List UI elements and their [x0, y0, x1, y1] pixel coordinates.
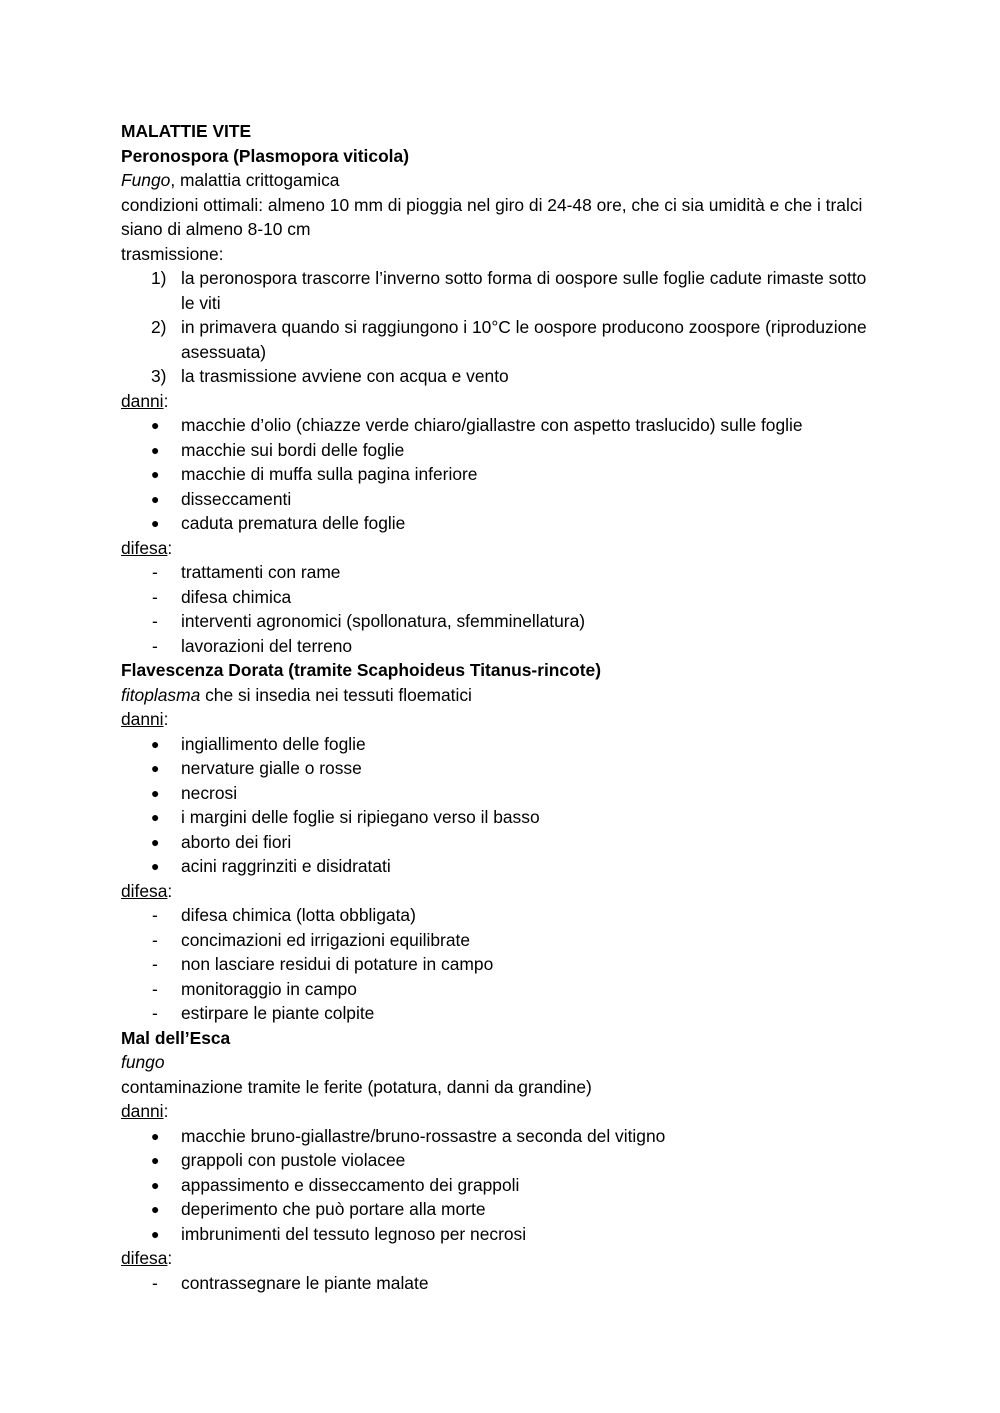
- bullet-icon: ●: [151, 784, 160, 801]
- list-item-text: macchie bruno-giallastre/bruno-rossastre a seconda del vitigno: [181, 1125, 666, 1146]
- list-number: 1): [151, 268, 167, 288]
- list-item: [121, 560, 881, 585]
- transmission-label: trasmissione:: [121, 243, 224, 264]
- bullet-icon: ●: [151, 490, 160, 507]
- defense-label-line: difesa:: [121, 1248, 173, 1268]
- dash-icon: -: [152, 1272, 158, 1293]
- list-item: [121, 266, 881, 315]
- list-item-text: macchie d’olio (chiazze verde chiaro/giallastre con aspetto traslucido) sulle foglie: [181, 415, 803, 435]
- bullet-icon: ●: [151, 1127, 160, 1144]
- optimal-conditions: condizioni ottimali: almeno 10 mm di pioggia nel giro di 24-48 ore, che ci sia umidità e che i tralci siano di almeno 8-10 cm: [121, 194, 863, 239]
- list-item-text: difesa chimica (lotta obbligata): [181, 905, 416, 925]
- list-item: [121, 511, 881, 536]
- list-item: [121, 1173, 881, 1198]
- list-item-text: grappoli con pustole violacee: [181, 1150, 406, 1170]
- section-peronospora: [121, 144, 881, 659]
- list-item: [121, 1197, 881, 1222]
- bullet-icon: ●: [151, 1176, 160, 1193]
- list-item-text: necrosi: [181, 782, 238, 803]
- subtitle-rest: , malattia crittogamica: [170, 170, 340, 190]
- list-item: [121, 805, 881, 830]
- damage-label: danni: [121, 1101, 164, 1121]
- bullet-icon: ●: [151, 833, 160, 850]
- list-item: [121, 928, 881, 953]
- list-item: [121, 364, 881, 389]
- bullet-icon: ●: [151, 466, 160, 482]
- list-item-text: estirpare le piante colpite: [181, 1003, 375, 1023]
- list-number: 2): [151, 317, 167, 337]
- dash-icon: -: [152, 586, 158, 607]
- list-item-text: nervature gialle o rosse: [181, 758, 362, 778]
- damage-label: danni: [121, 709, 164, 729]
- bullet-icon: ●: [151, 858, 160, 874]
- list-item-text: acini raggrinziti e disidratati: [181, 856, 391, 876]
- bullet-icon: ●: [151, 441, 160, 458]
- list-item-text: appassimento e disseccamento dei grappoli: [181, 1174, 520, 1195]
- list-item-text: la peronospora trascorre l’inverno sotto forma di oospore sulle foglie cadute rimaste sotto le viti: [181, 268, 867, 313]
- list-item: [121, 732, 881, 757]
- subtitle-rest: che si insedia nei tessuti floematici: [200, 684, 472, 705]
- list-item: [121, 854, 881, 879]
- organism-type: fitoplasma: [121, 684, 201, 705]
- list-item-text: deperimento che può portare alla morte: [181, 1199, 486, 1219]
- defense-label-line: difesa:: [121, 880, 173, 901]
- bullet-icon: ●: [151, 760, 160, 776]
- dash-icon: -: [152, 1003, 158, 1023]
- damage-label-line: danni:: [121, 1101, 169, 1121]
- damage-list: [121, 413, 881, 536]
- contamination-text: contaminazione tramite le ferite (potatura, danni da grandine): [121, 1076, 592, 1097]
- list-item-text: macchie di muffa sulla pagina inferiore: [181, 464, 478, 484]
- list-item-text: in primavera quando si raggiungono i 10°C le oospore producono zoospore (riproduzione asessuata): [181, 317, 867, 362]
- list-item-text: ingiallimento delle foglie: [181, 733, 366, 754]
- list-item: [121, 634, 881, 659]
- list-item: [121, 952, 881, 977]
- list-item: [121, 903, 881, 928]
- dash-icon: -: [152, 611, 158, 631]
- list-item-text: interventi agronomici (spollonatura, sfemminellatura): [181, 611, 586, 631]
- organism-type: Fungo: [121, 170, 171, 190]
- list-number: 3): [151, 366, 167, 386]
- section-mal-dell-esca: [121, 1026, 881, 1296]
- defense-label: difesa: [121, 880, 168, 901]
- transmission-list: [121, 266, 881, 389]
- list-item: [121, 462, 881, 487]
- list-item-text: difesa chimica: [181, 586, 292, 607]
- dash-icon: -: [152, 978, 158, 999]
- list-item-text: trattamenti con rame: [181, 562, 341, 582]
- bullet-icon: ●: [151, 735, 160, 752]
- list-item-text: i margini delle foglie si ripiegano verso il basso: [181, 807, 540, 827]
- dash-icon: -: [152, 905, 158, 925]
- damage-list: [121, 1124, 881, 1247]
- list-item-text: aborto dei fiori: [181, 831, 292, 852]
- list-item: [121, 1271, 881, 1296]
- damage-label: danni: [121, 390, 164, 411]
- bullet-icon: ●: [151, 515, 160, 531]
- list-item-text: caduta prematura delle foglie: [181, 513, 406, 533]
- section-heading: Flavescenza Dorata (tramite Scaphoideus Titanus-rincote): [121, 660, 601, 680]
- list-item: [121, 1001, 881, 1026]
- dash-icon: -: [152, 635, 158, 656]
- list-item-text: non lasciare residui di potature in campo: [181, 954, 494, 974]
- organism-type: fungo: [121, 1052, 165, 1072]
- list-item: [121, 756, 881, 781]
- list-item: [121, 1222, 881, 1247]
- list-item: [121, 781, 881, 806]
- damage-label-line: danni:: [121, 390, 169, 411]
- list-item-text: lavorazioni del terreno: [181, 635, 353, 656]
- section-flavescenza-dorata: [121, 658, 881, 1026]
- list-item: [121, 413, 881, 438]
- document-body: [121, 119, 881, 1295]
- list-item: [121, 609, 881, 634]
- list-item: [121, 1148, 881, 1173]
- list-item-text: macchie sui bordi delle foglie: [181, 439, 405, 460]
- bullet-icon: ●: [151, 1225, 160, 1242]
- defense-label: difesa: [121, 1248, 168, 1268]
- list-item-text: concimazioni ed irrigazioni equilibrate: [181, 929, 471, 950]
- damage-list: [121, 732, 881, 879]
- list-item-text: disseccamenti: [181, 488, 292, 509]
- dash-icon: -: [152, 954, 158, 974]
- list-item: [121, 438, 881, 463]
- section-heading: Mal dell’Esca: [121, 1027, 231, 1048]
- section-subtitle: [121, 168, 881, 193]
- section-heading: Peronospora (Plasmopora viticola): [121, 145, 409, 166]
- section-subtitle: [121, 683, 881, 708]
- list-item: [121, 487, 881, 512]
- list-item-text: imbrunimenti del tessuto legnoso per necrosi: [181, 1223, 527, 1244]
- list-item: [121, 1124, 881, 1149]
- bullet-icon: ●: [151, 1201, 160, 1217]
- defense-label-line: difesa:: [121, 537, 173, 558]
- dash-icon: -: [152, 929, 158, 950]
- defense-list: [121, 1271, 881, 1296]
- list-item-text: la trasmissione avviene con acqua e vento: [181, 366, 509, 386]
- list-item: [121, 977, 881, 1002]
- bullet-icon: ●: [151, 1152, 160, 1168]
- list-item: [121, 585, 881, 610]
- defense-list: [121, 903, 881, 1026]
- bullet-icon: ●: [151, 809, 160, 825]
- list-item: [121, 315, 881, 364]
- document-title: MALATTIE VITE: [121, 121, 252, 141]
- bullet-icon: ●: [151, 417, 160, 433]
- list-item-text: monitoraggio in campo: [181, 978, 357, 999]
- list-item: [121, 830, 881, 855]
- defense-list: [121, 560, 881, 658]
- defense-label: difesa: [121, 537, 168, 558]
- dash-icon: -: [152, 562, 158, 582]
- list-item-text: contrassegnare le piante malate: [181, 1272, 429, 1293]
- damage-label-line: danni:: [121, 709, 169, 729]
